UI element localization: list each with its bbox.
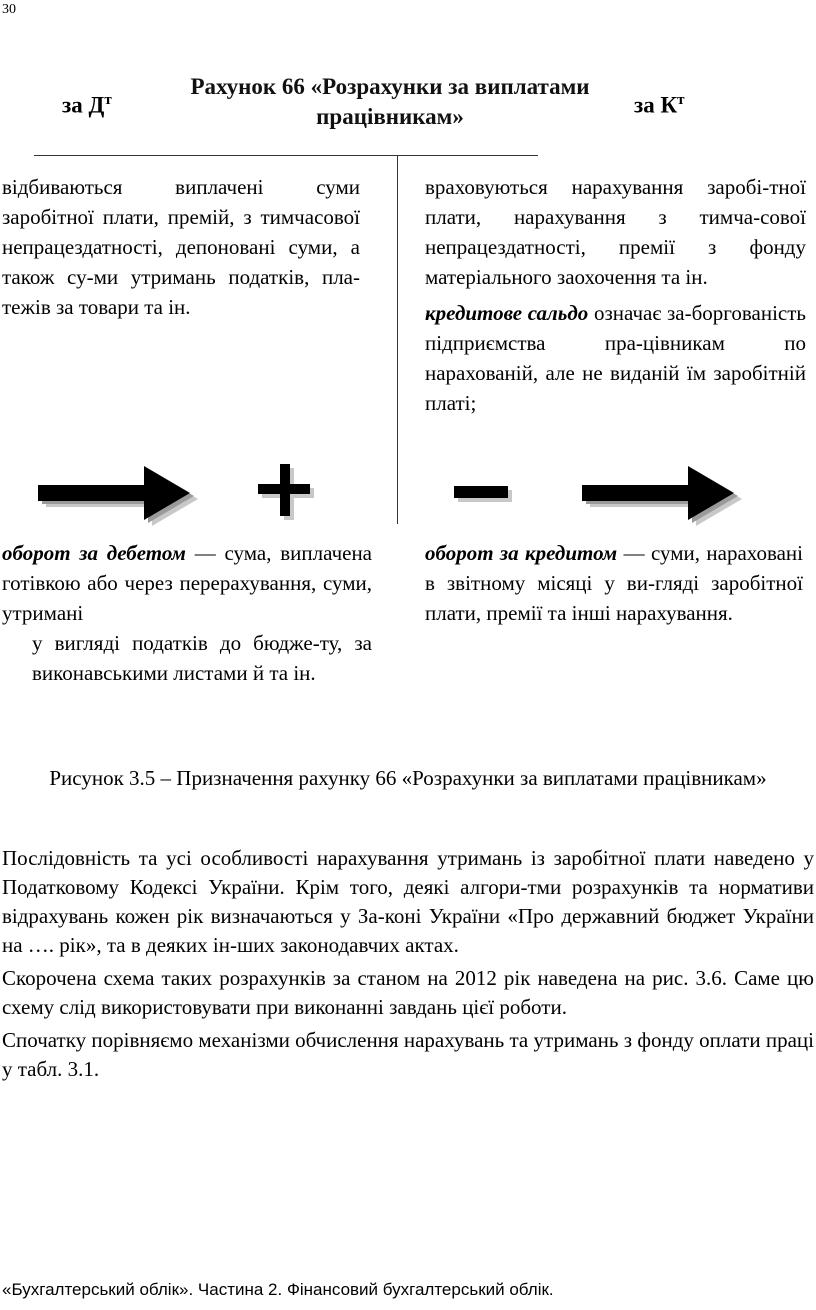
debit-turnover-block xyxy=(2,538,372,688)
minus-icon xyxy=(452,482,514,504)
credit-label-sup: т xyxy=(677,92,685,108)
debit-label xyxy=(62,92,112,119)
credit-text: враховуються нарахування заробі-тної плати, нарахування з тимча-сової непрацездатності, премії з фонду матеріального заохочення та ін. xyxy=(425,175,806,289)
credit-turnover-term: оборот за кредитом xyxy=(425,541,618,565)
debit-label-text: за Д xyxy=(62,92,105,118)
body-text xyxy=(2,844,814,1088)
body-paragraph: Скорочена схема таких розрахунків за станом на 2012 рік наведена на рис. 3.6. Саме цю схему слід використовувати при виконанні завдань цієї роботи. xyxy=(2,966,814,1019)
credit-balance-paragraph xyxy=(425,298,806,418)
credit-label-text: за К xyxy=(634,92,678,118)
credit-balance-text: означає за-боргованість підприємства пра-цівникам по нарахованій, але не виданій їм заробітній платі; xyxy=(425,301,806,415)
page-footer: «Бухгалтерський облік». Частина 2. Фінансовий бухгалтерський облік. xyxy=(2,1280,554,1299)
debit-column xyxy=(2,172,360,322)
t-account-horizontal-line xyxy=(34,155,538,156)
debit-turnover-paragraph xyxy=(2,538,372,628)
debit-turnover-term: оборот за дебетом xyxy=(2,541,186,565)
debit-label-sup: т xyxy=(104,92,112,108)
page-number: 30 xyxy=(2,2,16,17)
debit-turnover-text-2: у вигляді податків до бюдже-ту, за виконавськими листами й та ін. xyxy=(32,631,372,685)
arrow-right-icon xyxy=(38,466,203,526)
plus-icon xyxy=(254,462,316,522)
debit-turnover-text-1: — сума, виплачена готівкою або через перерахування, суми, утримані xyxy=(2,541,373,625)
figure-title: Рахунок 66 «Розрахунки за виплатами працівникам» xyxy=(190,74,590,129)
credit-label xyxy=(634,92,685,119)
debit-text: відбиваються виплачені суми заробітної плати, премій, з тимчасової непрацездатності, депоновані суми, а також су-ми утримань податків, пла-тежів за товари та ін. xyxy=(2,175,360,319)
figure-caption: Рисунок 3.5 – Призначення рахунку 66 «Розрахунки за виплатами працівникам» xyxy=(49,766,767,790)
credit-turnover-paragraph xyxy=(425,538,803,628)
body-paragraph: Послідовність та усі особливості нарахування утримань із заробітної плати наведено у Податковому Кодексі України. Крім того, деякі алгори-тми розрахунків та нормативи відрахувань кожен рік визначаються у За-коні України «Про державний бюджет України на …. рік», та в деяких ін-ших законодавчих актах. xyxy=(2,846,814,957)
arrow-right-icon xyxy=(582,466,747,526)
t-account-vertical-line xyxy=(397,155,398,524)
credit-balance-term: кредитове сальдо xyxy=(425,301,589,325)
credit-column xyxy=(425,172,806,418)
body-paragraph: Спочатку порівняємо механізми обчислення нарахувань та утримань з фонду оплати праці у табл. 3.1. xyxy=(2,1028,814,1081)
credit-turnover-text: — суми, нараховані в звітному місяці у ви-гляді заробітної плати, премії та інші нарахування. xyxy=(425,541,803,625)
credit-turnover-block xyxy=(425,538,803,628)
